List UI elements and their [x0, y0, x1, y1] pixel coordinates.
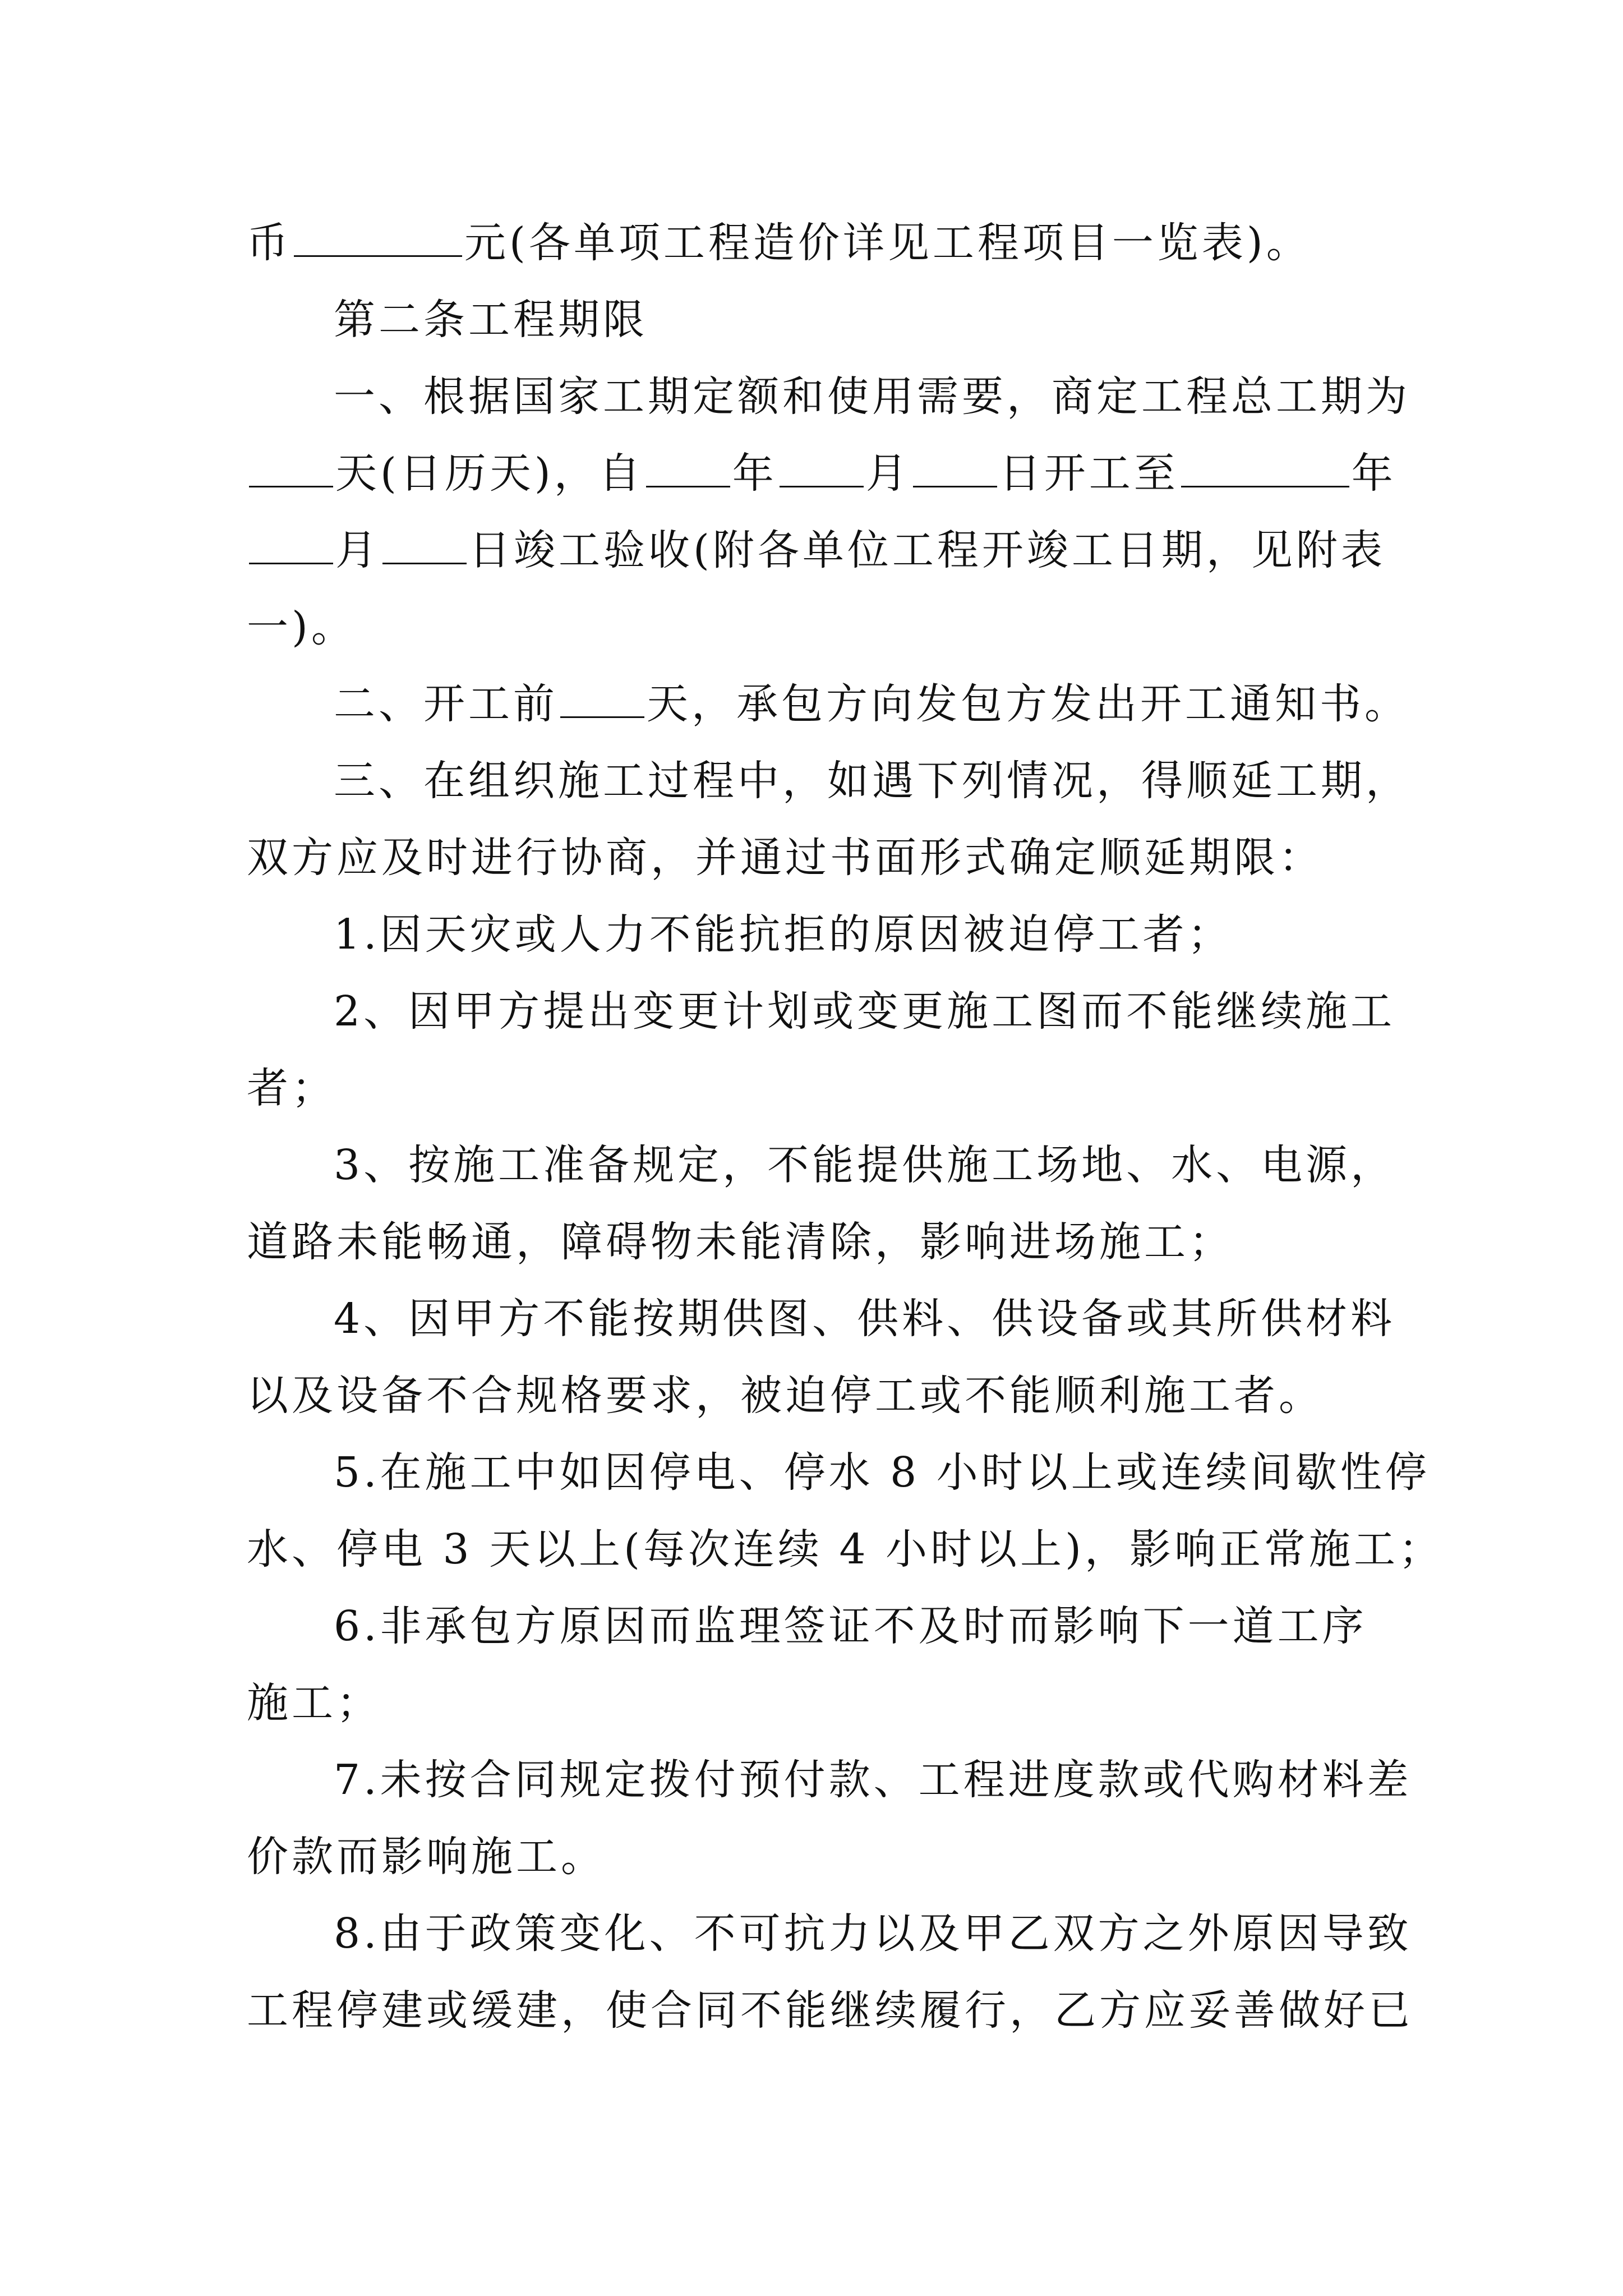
text-line	[247, 205, 1376, 282]
text-line	[247, 743, 1410, 820]
list-item	[247, 1434, 1430, 1511]
fill-blank[interactable]	[646, 449, 730, 487]
text-line	[247, 512, 1386, 589]
line-text: 价款而影响施工。	[247, 1833, 606, 1881]
text-line	[247, 820, 1376, 896]
line-text: 一)。	[247, 603, 356, 651]
text-line	[247, 1204, 1376, 1281]
fill-blank[interactable]	[249, 449, 333, 487]
list-item	[247, 1895, 1412, 1972]
line-text: 二、开工前	[334, 680, 558, 728]
line-text: 7.未按合同规定拨付预付款、工程进度款或代购材料差	[334, 1756, 1412, 1804]
line-text: 一、根据国家工期定额和使用需要，商定工程总工期为	[334, 372, 1410, 421]
line-text: 天，承包方向发包方发出开工通知书。	[647, 680, 1409, 728]
line-text: 者；	[247, 1064, 336, 1112]
line-text: 天(日历天)，自	[335, 449, 644, 498]
text-line	[247, 1358, 1376, 1434]
text-line	[247, 1819, 1376, 1895]
line-text: 三、在组织施工过程中，如遇下列情况，得顺延工期，	[334, 757, 1410, 805]
list-item	[247, 896, 1376, 973]
list-item	[247, 1588, 1376, 1665]
text-line	[247, 1665, 1376, 1742]
fill-blank[interactable]	[560, 679, 644, 718]
line-text: 5.在施工中如因停电、停水 8 小时以上或连续间歇性停	[334, 1448, 1430, 1497]
line-text: 元(各单项工程造价详见工程项目一览表)。	[464, 219, 1311, 267]
line-text: 币	[247, 219, 292, 267]
line-text: 6.非承包方原因而监理签证不及时而影响下一道工序	[334, 1602, 1367, 1650]
contract-body	[247, 205, 1444, 2049]
fill-blank[interactable]	[249, 526, 333, 564]
line-text: 双方应及时进行协商，并通过书面形式确定顺延期限：	[247, 834, 1324, 882]
fill-blank[interactable]	[294, 218, 462, 257]
fill-blank[interactable]	[1181, 449, 1349, 487]
list-item	[247, 1281, 1396, 1358]
line-text: 水、停电 3 天以上(每次连续 4 小时以上)，影响正常施工；	[247, 1525, 1444, 1573]
line-text: 2、因甲方提出变更计划或变更施工图而不能继续施工	[334, 987, 1396, 1036]
line-text: 以及设备不合规格要求，被迫停工或不能顺利施工者。	[247, 1372, 1324, 1420]
text-line	[247, 666, 1409, 743]
text-line	[247, 1972, 1413, 2049]
line-text: 道路未能畅通，障碍物未能清除，影响进场施工；	[247, 1218, 1234, 1266]
text-line	[247, 435, 1396, 512]
line-text: 日竣工验收(附各单位工程开竣工日期，见附表	[469, 526, 1386, 574]
line-text: 施工；	[247, 1679, 381, 1727]
line-text: 工程停建或缓建，使合同不能继续履行，乙方应妥善做好已	[247, 1986, 1413, 2035]
list-item	[247, 1127, 1396, 1204]
fill-blank[interactable]	[382, 526, 467, 564]
list-item	[247, 973, 1396, 1050]
text-line	[247, 1050, 1376, 1127]
section-heading	[247, 282, 1376, 358]
line-text: 月	[335, 526, 380, 574]
list-item	[247, 1742, 1412, 1819]
line-text: 日开工至	[999, 449, 1179, 498]
text-line	[247, 589, 1376, 666]
text-line	[247, 1511, 1444, 1588]
fill-blank[interactable]	[913, 449, 997, 487]
line-text: 年	[1351, 449, 1396, 498]
text-line	[247, 358, 1410, 435]
fill-blank[interactable]	[780, 449, 864, 487]
line-text: 4、因甲方不能按期供图、供料、供设备或其所供材料	[334, 1295, 1396, 1343]
line-text: 月	[865, 449, 911, 498]
line-text: 第二条工程期限	[334, 296, 648, 344]
line-text: 年	[732, 449, 777, 498]
line-text: 3、按施工准备规定，不能提供施工场地、水、电源，	[334, 1141, 1396, 1189]
line-text: 8.由于政策变化、不可抗力以及甲乙双方之外原因导致	[334, 1910, 1412, 1958]
line-text: 1.因天灾或人力不能抗拒的原因被迫停工者；	[334, 910, 1233, 959]
